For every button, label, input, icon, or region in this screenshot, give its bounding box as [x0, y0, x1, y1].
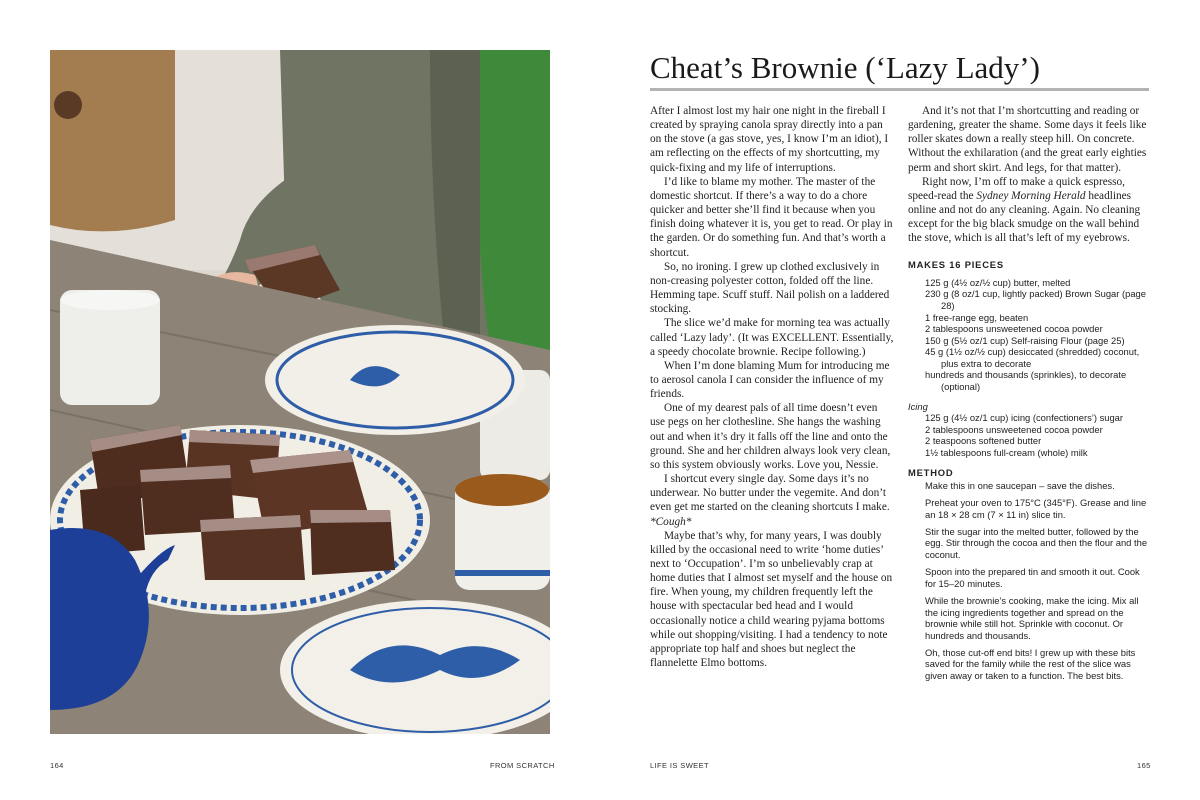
brownie-photo-illustration [50, 50, 550, 734]
ingredient-item: 1½ tablespoons full-cream (whole) milk [925, 447, 1088, 459]
right-page-number: 165 [1137, 761, 1151, 770]
method-step: Spoon into the prepared tin and smooth it out. Cook for 15–20 minutes. [925, 566, 1140, 589]
makes-heading: MAKES 16 PIECES [908, 258, 1004, 270]
ingredient-item: 125 g (4½ oz/1 cup) icing (confectioners’) sugar [925, 412, 1124, 424]
intro-paragraph: And it’s not that I’m shortcutting and reading or gardening, greater the shame. Some days it feels like roller skates down a really steep hill. On concrete. Without the exhilaration (and the great early eighties perm and short skirt. And legs, for that matter). [908, 105, 1147, 174]
intro-paragraph: I’d like to blame my mother. The master of the domestic shortcut. If there’s a way to do a chore quicker and better she’ll find it because when you finish doing whatever it is, you get to read. Or play in the garden. Or do something fun. And that’s worth a shortcut. [650, 175, 893, 259]
intro-paragraph: So, no ironing. I grew up clothed exclusively in non-creasing polyester cotton, folded off the line. Hemming tape. Scuff stuff. Nail polish on a laddered stocking. [650, 260, 890, 316]
intro-paragraph: After I almost lost my hair one night in the fireball I created by spraying canola spray directly into a pan on the stove (a gas stove, yes, I know I’m an idiot), I am reflecting on the effects of my shortcutting, my quick-fixing and my life of interruptions. [650, 105, 889, 174]
ingredient-item: 150 g (5½ oz/1 cup) Self-raising Flour (page 25) [925, 334, 1125, 346]
title-rule [650, 88, 1149, 91]
method-step: Oh, those cut-off end bits! I grew up with these bits saved for the family while the rest of the slice was given away or taken to a function. The best bits. [925, 646, 1136, 682]
ingredient-item: 2 teaspoons softened butter [925, 435, 1042, 447]
method-step: Preheat your oven to 175°C (345°F). Grease and line an 18 × 28 cm (7 × 11 in) slice tin. [925, 496, 1147, 520]
intro-paragraph: When I’m done blaming Mum for introducing me to aerosol canola I can consider the influence of my friends. [650, 359, 890, 401]
ingredient-item: hundreds and thousands (sprinkles), to decorate (optional) [925, 369, 1127, 393]
intro-text: Right now, I’m off to make a quick espresso, speed-read the [908, 175, 1125, 202]
method-heading: METHOD [908, 466, 954, 478]
intro-column-left [650, 104, 895, 670]
intro-text: I shortcut every single day. Some days it’s no underwear. No butter under the vegemite. And don’t even get me started on the cleaning shortcuts I make. [650, 473, 890, 514]
method-step: While the brownie’s cooking, make the icing. Mix all the icing ingredients together and spread on the brownie while still hot. Sprinkle with coconut. Or hundreds and thousands. [925, 594, 1139, 641]
ingredient-item: 2 tablespoons unsweetened cocoa powder [925, 323, 1103, 335]
ingredient-item: 125 g (4½ oz/½ cup) butter, melted [925, 276, 1071, 288]
recipe-title: Cheat’s Brownie (‘Lazy Lady’) [650, 50, 1040, 85]
right-running-head: LIFE IS SWEET [650, 761, 709, 770]
ingredients-list [908, 277, 1149, 393]
icing-list [908, 412, 1149, 458]
intro-paragraph [908, 175, 1149, 246]
ingredient-item: 1 free-range egg, beaten [925, 311, 1029, 323]
icing-heading: Icing [908, 400, 928, 412]
intro-column-right [908, 104, 1149, 687]
intro-paragraph [650, 472, 895, 529]
intro-paragraph: Maybe that’s why, for many years, I was doubly killed by the occasional need to write ‘home duties’ next to ‘Occupation’. I’m so unbelievably crap at home duties that I almost set myself and the house on fire. When young, my children frequently left the house with spectacular bed head and I would occasionally notice a child wearing pyjama bottoms while out shopping/visiting. I had a tendency to note appropriate top half and shoes but neglect the flannelette Elmo bottoms. [650, 529, 893, 670]
intro-text: headlines online and not do any cleaning. Again. No cleaning except for the big black smudge on the wall behind the stove, which is all that’s left of my eyebrows. [908, 189, 1141, 245]
method-step: Stir the sugar into the melted butter, followed by the egg. Stir through the cocoa and then the flour and the coconut. [925, 525, 1148, 560]
intro-paragraph: The slice we’d make for morning tea was actually called ‘Lazy lady’. (It was EXCELLENT. Essentially, a speedy chocolate brownie. Recipe following.) [650, 317, 894, 358]
method-steps [908, 480, 1149, 682]
newspaper-name: Sydney Morning Herald [976, 189, 1086, 202]
ingredient-item: 45 g (1½ oz/½ cup) desiccated (shredded) coconut, plus extra to decorate [925, 346, 1140, 369]
brownie-photo [50, 50, 550, 734]
left-running-head: FROM SCRATCH [490, 761, 555, 770]
intro-paragraph: One of my dearest pals of all time doesn’t even use pegs on her clothesline. She hangs the washing out and when it’s dry it falls off the line and onto the ground. She and her children always look very clean, so this system obviously works. Love you, Nessie. [650, 402, 891, 471]
ingredient-item: 230 g (8 oz/1 cup, lightly packed) Brown Sugar (page 28) [925, 288, 1146, 311]
cough-text: *Cough* [650, 515, 692, 528]
left-page-number: 164 [50, 761, 64, 770]
method-step: Make this in one saucepan – save the dishes. [925, 479, 1115, 491]
ingredient-item: 2 tablespoons unsweetened cocoa powder [925, 423, 1103, 435]
